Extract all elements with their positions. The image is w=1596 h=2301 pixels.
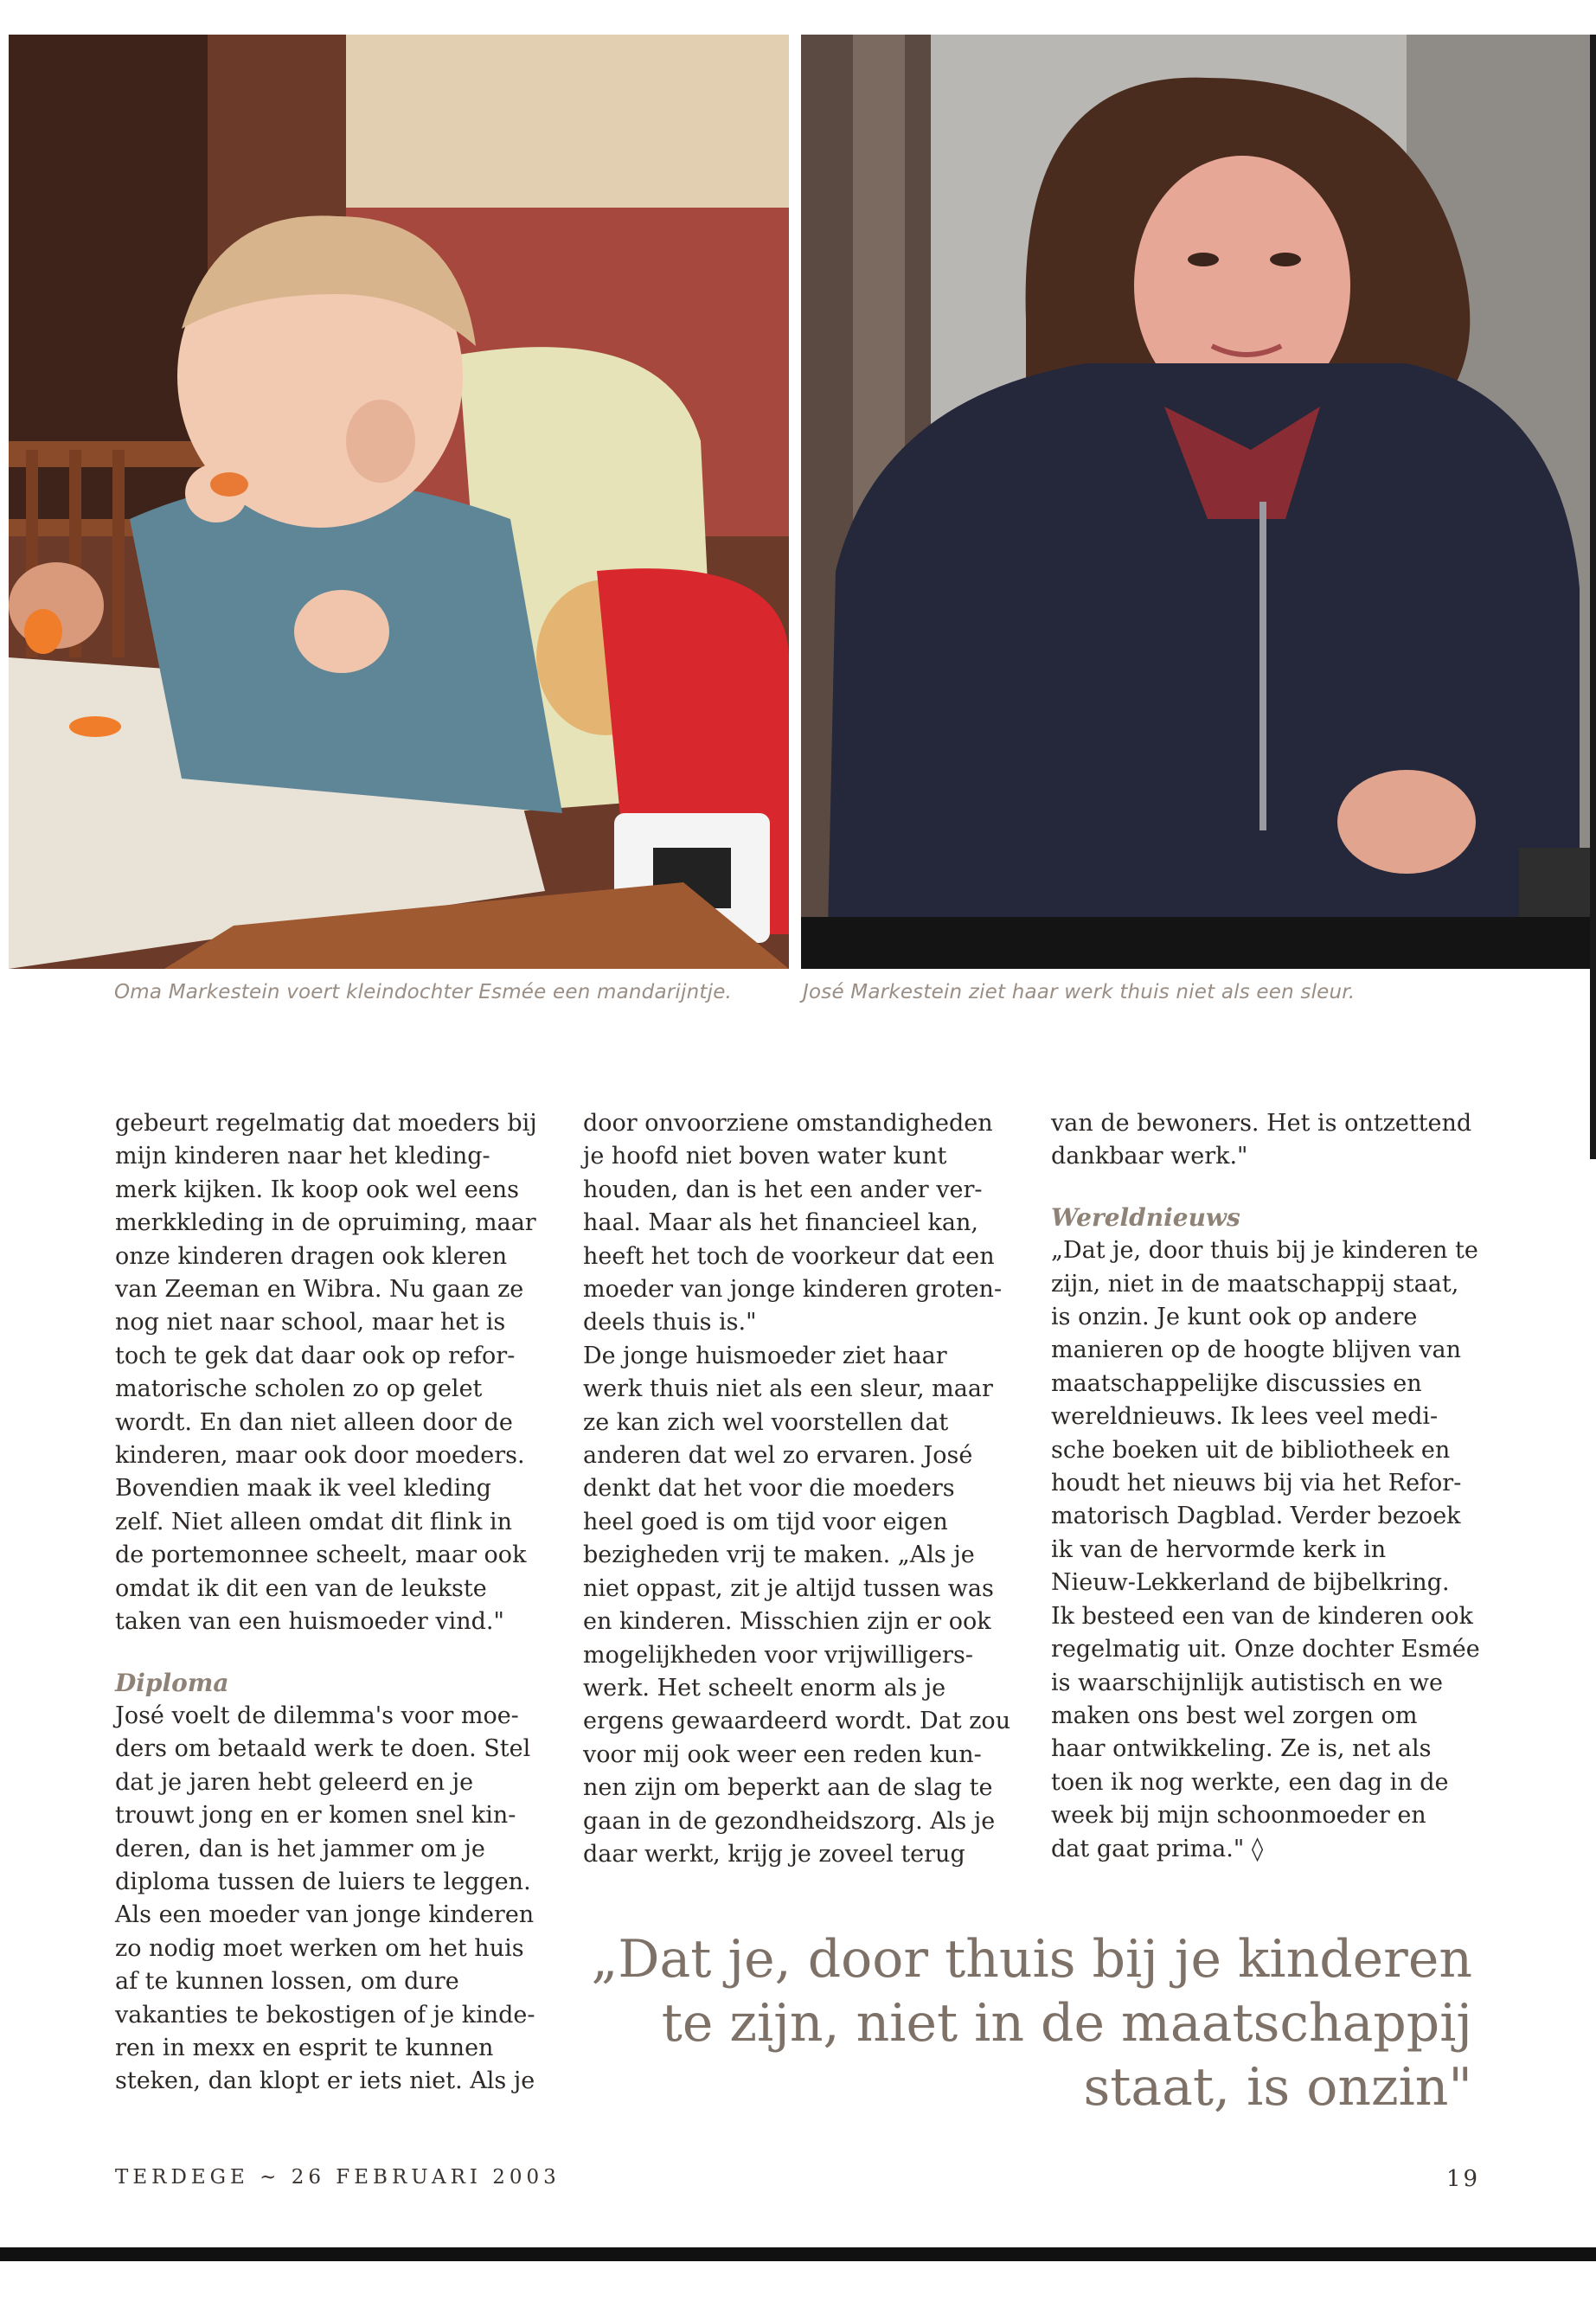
footer-publication: TERDEGE ~ 26 FEBRUARI 2003	[115, 2166, 561, 2189]
child-photo-illustration	[9, 35, 789, 969]
page-number: 19	[1446, 2166, 1481, 2192]
paragraph: van de bewoners. Het is ontzettend dankbaar werk."	[1051, 1110, 1472, 1170]
pull-quote: „Dat je, door thuis bij je kinderen te zijn, niet in de maatschappij staat, is onzin"	[591, 1929, 1472, 2118]
paragraph: door onvoorziene omstandigheden je hoofd niet boven water kunt houden, dan is het een ander ver- haal. Maar als het financieel kan, heeft het toch de voorkeur dat een moeder van jonge kinderen groten- deels thuis is."	[583, 1110, 1003, 1336]
photo-jose-markestein	[801, 35, 1590, 969]
portrait-photo-illustration	[801, 35, 1590, 969]
page-edge	[1590, 35, 1596, 1159]
paragraph: gebeurt regelmatig dat moeders bij mijn kinderen naar het kleding- merk kijken. Ik koop ook wel eens merkkleding in de opruiming, maar onze kinderen dragen ook kleren van Zeeman en Wibra. Nu gaan ze nog niet naar school, maar het is toch te gek dat daar ook op refor- matorische scholen zo op gelet wordt. En dan niet alleen door de kinderen, maar ook door moeders. Bovendien maak ik veel kleding zelf. Niet alleen omdat dit flink in de portemonnee scheelt, maar ook omdat ik dit een van de leukste taken van een huismoeder vind."	[115, 1110, 537, 1636]
article-column-1	[115, 1107, 548, 2099]
paragraph: José voelt de dilemma's voor moe- ders om betaald werk te doen. Stel dat je jaren hebt geleerd en je trouwt jong en er komen snel kin- deren, dan is het jammer om je diploma tussen de luiers te leggen. Als een moeder van jonge kinderen zo nodig moet werken om het huis af te kunnen lossen, om dure vakanties te bekostigen of je kinde- ren in mexx en esprit te kunnen steken, dan klopt er iets niet. Als je	[115, 1702, 535, 2095]
article-column-3	[1051, 1107, 1501, 1866]
photo-caption-left: Oma Markestein voert kleindochter Esmée een mandarijntje.	[114, 981, 733, 1003]
photo-child-high-chair	[9, 35, 789, 969]
paragraph: „Dat je, door thuis bij je kinderen te zijn, niet in de maatschappij staat, is onzin. Je kunt ook op andere manieren op de hoogte blijven van maatschappelijke discussies en wereldnieuws. Ik lees veel medi- sche boeken uit de bibliotheek en houdt het nieuws bij via het Refor- matorisch Dagblad. Verder bezoek ik van de hervormde kerk in Nieuw-Lekkerland de bijbelkring. Ik besteed een van de kinderen ook regelmatig uit. Onze dochter Esmée is waarschijnlijk autistisch en we maken ons best wel zorgen om haar ontwikkeling. Ze is, net als toen ik nog werkte, een dag in de week bij mijn schoonmoeder en dat gaat prima." ◊	[1051, 1237, 1480, 1862]
section-heading-diploma: Diploma	[115, 1668, 229, 1697]
bottom-border	[0, 2247, 1596, 2261]
article-column-2	[583, 1107, 1020, 1871]
section-heading-wereldnieuws: Wereldnieuws	[1051, 1202, 1240, 1232]
photo-caption-right: José Markestein ziet haar werk thuis niet als een sleur.	[803, 981, 1356, 1003]
paragraph: De jonge huismoeder ziet haar werk thuis niet als een sleur, maar ze kan zich wel voorstellen dat anderen dat wel zo ervaren. José denkt dat het voor die moeders heel goed is om tijd voor eigen bezigheden vrij te maken. „Als je niet oppast, zit je altijd tussen was en kinderen. Misschien zijn er ook mogelijkheden voor vrijwilligers- werk. Het scheelt enorm als je ergens gewaardeerd wordt. Dat zou voor mij ook weer een reden kun- nen zijn om beperkt aan de slag te gaan in de gezondheidszorg. Als je daar werkt, krijg je zoveel terug	[583, 1342, 1011, 1868]
